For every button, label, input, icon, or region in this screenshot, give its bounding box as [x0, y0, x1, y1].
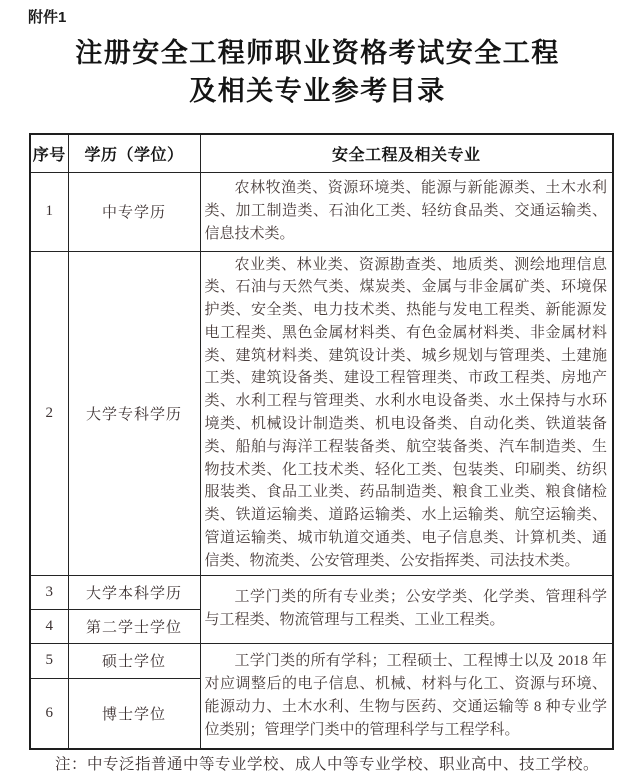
table-row — [30, 575, 613, 609]
page-title — [0, 34, 635, 110]
header-serial-number: 序号 — [30, 134, 68, 172]
row1-degree: 中专学历 — [68, 172, 200, 251]
page-title-line-2: 及相关专业参考目录 — [189, 76, 446, 106]
row6-degree: 博士学位 — [68, 678, 200, 749]
table-row — [30, 172, 613, 251]
row2-majors-text: 农业类、林业类、资源勘查类、地质类、测绘地理信息类、石油与天然气类、煤炭类、金属与非金属矿类、环境保护类、安全类、电力技术类、热能与发电工程类、新能源发电工程类、黑色金属材料类、有色金属材料类、非金属材料类、建筑材料类、建筑设计类、城乡规划与管理类、土建施工类、建筑设备类、建设工程管理类、市政工程类、房地产类、水利工程与管理类、水利水电设备类、水土保持与水环境类、机械设计制造类、机电设备类、自动化类、铁道装备类、船舶与海洋工程装备类、航空装备类、汽车制造类、生物技术类、化工技术类、轻化工类、包装类、印刷类、纺织服装类、食品工业类、药品制造类、粮食工业类、粮食储检类、铁道运输类、道路运输类、水上运输类、航空运输类、管道运输类、城市轨道交通类、电子信息类、计算机类、通信类、物流类、公安管理类、公安指挥类、司法技术类。 — [204, 256, 607, 569]
row1-majors — [200, 172, 613, 251]
table-row — [30, 643, 613, 678]
majors-reference-table — [29, 133, 614, 750]
rows3-4-majors-text: 工学门类的所有专业类；公安学类、化学类、管理科学与工程类、物流管理与工程类、工业工程类。 — [204, 589, 607, 629]
row1-serial: 1 — [30, 172, 68, 251]
row1-majors-text: 农林牧渔类、资源环境类、能源与新能源类、土木水利类、加工制造类、石油化工类、轻纺食品类、交通运输类、信息技术类。 — [204, 180, 607, 242]
rows5-6-majors-text: 工学门类的所有学科；工程硕士、工程博士以及 2018 年对应调整后的电子信息、机械、材料与化工、资源与环境、能源动力、土木水利、生物与医药、交通运输等 8 种专业学位类别；管理学门类中的管理科学与工程学科。 — [204, 653, 607, 738]
header-related-majors: 安全工程及相关专业 — [200, 134, 613, 172]
rows3-4-majors — [200, 575, 613, 643]
page-title-line-1: 注册安全工程师职业资格考试安全工程 — [75, 38, 560, 68]
footnote: 注：中专泛指普通中等专业学校、成人中等专业学校、职业高中、技工学校。 — [55, 756, 600, 773]
rows5-6-majors — [200, 643, 613, 749]
row5-degree: 硕士学位 — [68, 643, 200, 678]
row5-serial: 5 — [30, 643, 68, 678]
header-education-degree: 学历（学位） — [68, 134, 200, 172]
row2-majors — [200, 251, 613, 575]
row6-serial: 6 — [30, 678, 68, 749]
row2-serial: 2 — [30, 251, 68, 575]
row4-serial: 4 — [30, 609, 68, 643]
table-header-row — [30, 134, 613, 172]
attachment-label: 附件1 — [28, 9, 67, 26]
table-row — [30, 251, 613, 575]
row3-serial: 3 — [30, 575, 68, 609]
row3-degree: 大学本科学历 — [68, 575, 200, 609]
row4-degree: 第二学士学位 — [68, 609, 200, 643]
row2-degree: 大学专科学历 — [68, 251, 200, 575]
